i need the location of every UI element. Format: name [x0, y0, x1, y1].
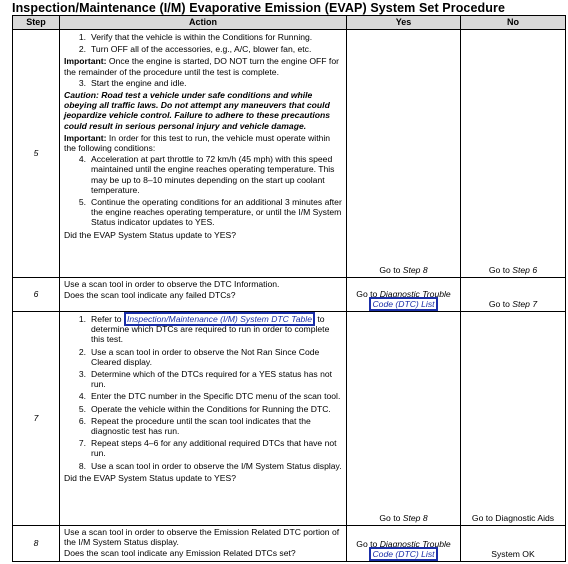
yes-cell: Go to Diagnostic Trouble Code (DTC) List [347, 526, 461, 562]
yes-cell: Go to Step 8 [347, 312, 461, 526]
list-item: 3. Start the engine and idle. [78, 77, 187, 88]
list-item: 6. Repeat the procedure until the scan tool indicates that the diagnostic test has run. [78, 415, 311, 437]
list-item: 5. Continue the operating conditions for an additional 3 minutes after the engine reaches operating temperature, or until the I/M System Status indicator updates to YES. [78, 197, 342, 228]
page-title: Inspection/Maintenance (I/M) Evaporative Emission (EVAP) System Set Procedure [12, 1, 506, 15]
list-item: 1. Verify that the vehicle is within the Conditions for Running. [78, 32, 313, 42]
action-cell [60, 312, 347, 526]
step-reference: Step 7 [512, 298, 538, 309]
step-number: 6 [13, 278, 60, 312]
dtc-list-link[interactable]: Code (DTC) List [369, 547, 437, 561]
caution-note: Caution: Road test a vehicle under safe conditions and while obeying all traffic laws. Do not attempt any maneuvers that could jeopardize vehicle control. Failure to adhere to these precautions could result in serious personal injury and vehicle damage. [64, 90, 330, 131]
question-text: Does the scan tool indicate any failed DTCs? [64, 290, 236, 301]
table-header-row [13, 16, 566, 30]
header-no: No [461, 16, 566, 30]
dtc-list-link[interactable]: Code (DTC) List [369, 297, 437, 311]
procedure-table [12, 15, 566, 562]
step-reference: Step 8 [402, 264, 428, 275]
yes-cell: Go to Step 8 [347, 30, 461, 278]
list-item: 4. Enter the DTC number in the Specific DTC menu of the scan tool. [78, 391, 341, 402]
list-item: 2. Use a scan tool in order to observe the Not Ran Since Code Cleared display. [78, 346, 320, 367]
no-cell: Go to Diagnostic Aids [461, 312, 566, 526]
question-text: Does the scan tool indicate any Emission Related DTCs set? [64, 548, 296, 559]
list-item: 4. Acceleration at part throttle to 72 km/h (45 mph) with this speed maintained until the engine reaches operating temperature. This may be up to 8–10 minutes depending on the start up coolant temperature. [78, 154, 335, 195]
action-cell [60, 278, 347, 312]
instruction-text: Use a scan tool in order to observe the Emission Related DTC portion of the I/M System Status display. [64, 527, 340, 548]
header-action: Action [60, 16, 347, 30]
action-cell [60, 526, 347, 562]
table-row-step-6 [13, 278, 566, 312]
step-number: 5 [13, 30, 60, 278]
header-step: Step [13, 16, 60, 30]
no-cell: System OK [461, 526, 566, 562]
table-row-step-5 [13, 30, 566, 278]
list-item: 7. Repeat steps 4–6 for any additional required DTCs that have not run. [78, 438, 337, 459]
table-row-step-7 [13, 312, 566, 526]
important-note: Important: Once the engine is started, DO NOT turn the engine OFF for the remainder of the procedure until the test is complete. [64, 56, 339, 77]
question-text: Did the EVAP System Status update to YES? [64, 472, 236, 483]
question-text: Did the EVAP System Status update to YES? [64, 229, 236, 240]
list-item: 5. Operate the vehicle within the Conditions for Running the DTC. [78, 403, 331, 414]
step-reference: Step 6 [512, 264, 538, 275]
list-item: 8. Use a scan tool in order to observe the I/M System Status display. [78, 460, 342, 471]
im-system-dtc-table-link[interactable]: Inspection/Maintenance (I/M) System DTC Table [124, 312, 315, 326]
no-cell: Go to Step 6 [461, 30, 566, 278]
important-note: Important: In order for this test to run, the vehicle must operate within the following conditions: [64, 132, 331, 154]
list-item: 2. Turn OFF all of the accessories, e.g., A/C, blower fan, etc. [78, 44, 312, 55]
yes-cell: Go to Diagnostic Trouble Code (DTC) List [347, 278, 461, 312]
diagnostic-trouble-link-text[interactable]: Diagnostic Trouble [379, 538, 451, 549]
diagnostic-trouble-link-text[interactable]: Diagnostic Trouble [379, 288, 451, 299]
step-number: 8 [13, 526, 60, 562]
step-reference: Step 8 [402, 512, 428, 523]
list-item: 3. Determine which of the DTCs required for a YES status has not run. [78, 369, 333, 390]
list-item: 1. Refer to Inspection/Maintenance (I/M) System DTC Table to determine which DTCs are required to run in order to complete this test. [78, 314, 330, 345]
table-row-step-8 [13, 526, 566, 562]
instruction-text: Use a scan tool in order to observe the DTC Information. [64, 279, 280, 289]
step-number: 7 [13, 312, 60, 526]
header-yes: Yes [347, 16, 461, 30]
no-cell: Go to Step 7 [461, 278, 566, 312]
action-cell [60, 30, 347, 278]
